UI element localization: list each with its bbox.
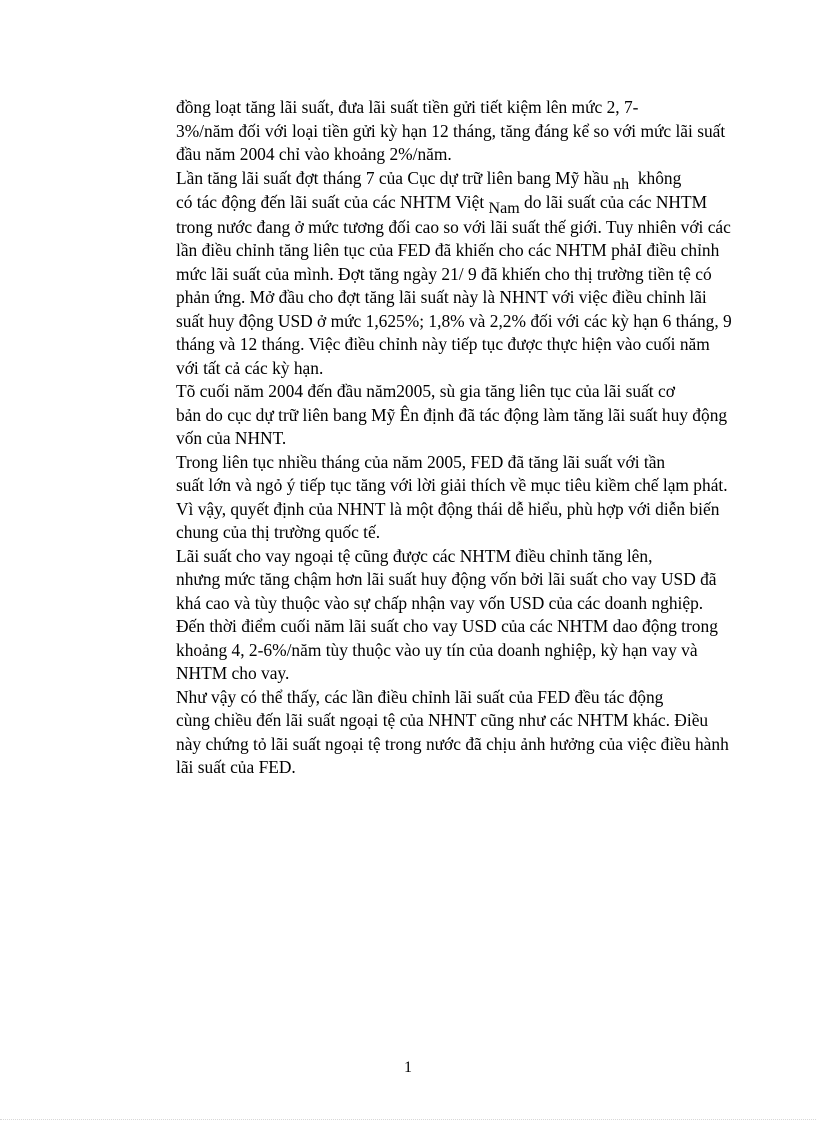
text-line: lãi suất của FED. <box>176 757 296 777</box>
text-line <box>131 191 731 216</box>
paragraph-4 <box>131 451 731 545</box>
text-fragment: Lần tăng lãi suất đợt tháng 7 của Cục dự trữ liên bang Mỹ hầu <box>176 167 609 188</box>
subscript-fragment: nh <box>613 175 630 193</box>
text-line: Lãi suất cho vay ngoại tệ cũng được các NHTM điều chỉnh tăng lên, <box>176 545 653 566</box>
paragraph-6 <box>131 686 731 780</box>
text-line: Đến thời điểm cuối năm lãi suất cho vay USD của các NHTM dao động trong <box>176 616 718 636</box>
text-fragment: có tác động đến lãi suất của các NHTM Việt <box>176 192 485 212</box>
text-line: vốn của NHNT. <box>176 428 287 448</box>
text-line: chung của thị trường quốc tế. <box>176 522 381 542</box>
text-line: tháng và 12 tháng. Việc điều chỉnh này tiếp tục được thực hiện vào cuối năm <box>176 334 710 354</box>
text-line: NHTM cho vay. <box>176 663 290 683</box>
text-line: đầu năm 2004 chỉ vào khoảng 2%/năm. <box>176 144 452 164</box>
paragraph-2 <box>131 167 731 381</box>
text-line: trong nước đang ở mức tương đối cao so với lãi suất thế giới. Tuy nhiên với các <box>176 216 731 237</box>
paragraph-3 <box>131 380 731 451</box>
text-line: này chứng tỏ lãi suất ngoại tệ trong nước đã chịu ảnh hưởng của việc điều hành <box>176 733 729 754</box>
text-line: suất huy động USD ở mức 1,625%; 1,8% và 2,2% đối với các kỳ hạn 6 tháng, 9 <box>176 310 732 331</box>
paragraph-5 <box>131 545 731 686</box>
text-line: 3%/năm đối với loại tiền gửi kỳ hạn 12 tháng, tăng đáng kể so với mức lãi suất <box>176 120 726 141</box>
text-line: nhưng mức tăng chậm hơn lãi suất huy động vốn bởi lãi suất cho vay USD đã <box>176 569 717 589</box>
text-line: Như vậy có thể thấy, các lần điều chỉnh lãi suất của FED đều tác động <box>176 686 664 707</box>
text-line: lần điều chỉnh tăng liên tục của FED đã khiến cho các NHTM phảI điều chỉnh <box>176 240 720 260</box>
page-number: 1 <box>404 1059 412 1076</box>
text-line: với tất cả các kỳ hạn. <box>176 357 324 378</box>
text-line: bản do cục dự trữ liên bang Mỹ Ên định đã tác động làm tăng lãi suất huy động <box>176 404 728 425</box>
text-line: đồng loạt tăng lãi suất, đưa lãi suất tiền gửi tiết kiệm lên mức 2, 7- <box>176 97 639 117</box>
text-line: cùng chiều đến lãi suất ngoại tệ của NHNT cũng như các NHTM khác. Điều <box>176 710 709 730</box>
subscript-fragment: Nam <box>488 200 520 217</box>
text-line: Tõ cuối năm 2004 đến đầu năm2005, sù gia tăng liên tục của lãi suất cơ <box>176 381 675 401</box>
paragraph-1 <box>131 96 731 167</box>
text-fragment: không <box>637 167 682 188</box>
text-line: Trong liên tục nhiều tháng của năm 2005, FED đã tăng lãi suất với tần <box>176 451 666 472</box>
text-line: khoảng 4, 2-6%/năm tùy thuộc vào uy tín của doanh nghiệp, kỳ hạn vay và <box>176 639 698 660</box>
text-line: phản ứng. Mở đầu cho đợt tăng lãi suất này là NHNT với việc điều chỉnh lãi <box>176 287 707 307</box>
text-line: khá cao và tùy thuộc vào sự chấp nhận vay vốn USD của các doanh nghiệp. <box>176 592 704 613</box>
text-line: suất lớn và ngỏ ý tiếp tục tăng với lời giải thích về mục tiêu kiềm chế lạm phát. <box>176 475 728 495</box>
text-line <box>131 167 731 192</box>
text-fragment: do lãi suất của các NHTM <box>524 192 708 212</box>
body-text <box>131 96 731 780</box>
page-bottom-divider <box>0 1119 816 1120</box>
text-line: Vì vậy, quyết định của NHNT là một động thái dễ hiểu, phù hợp với diễn biến <box>176 498 720 519</box>
text-line: mức lãi suất của mình. Đợt tăng ngày 21/ 9 đã khiến cho thị trường tiền tệ có <box>176 263 712 284</box>
